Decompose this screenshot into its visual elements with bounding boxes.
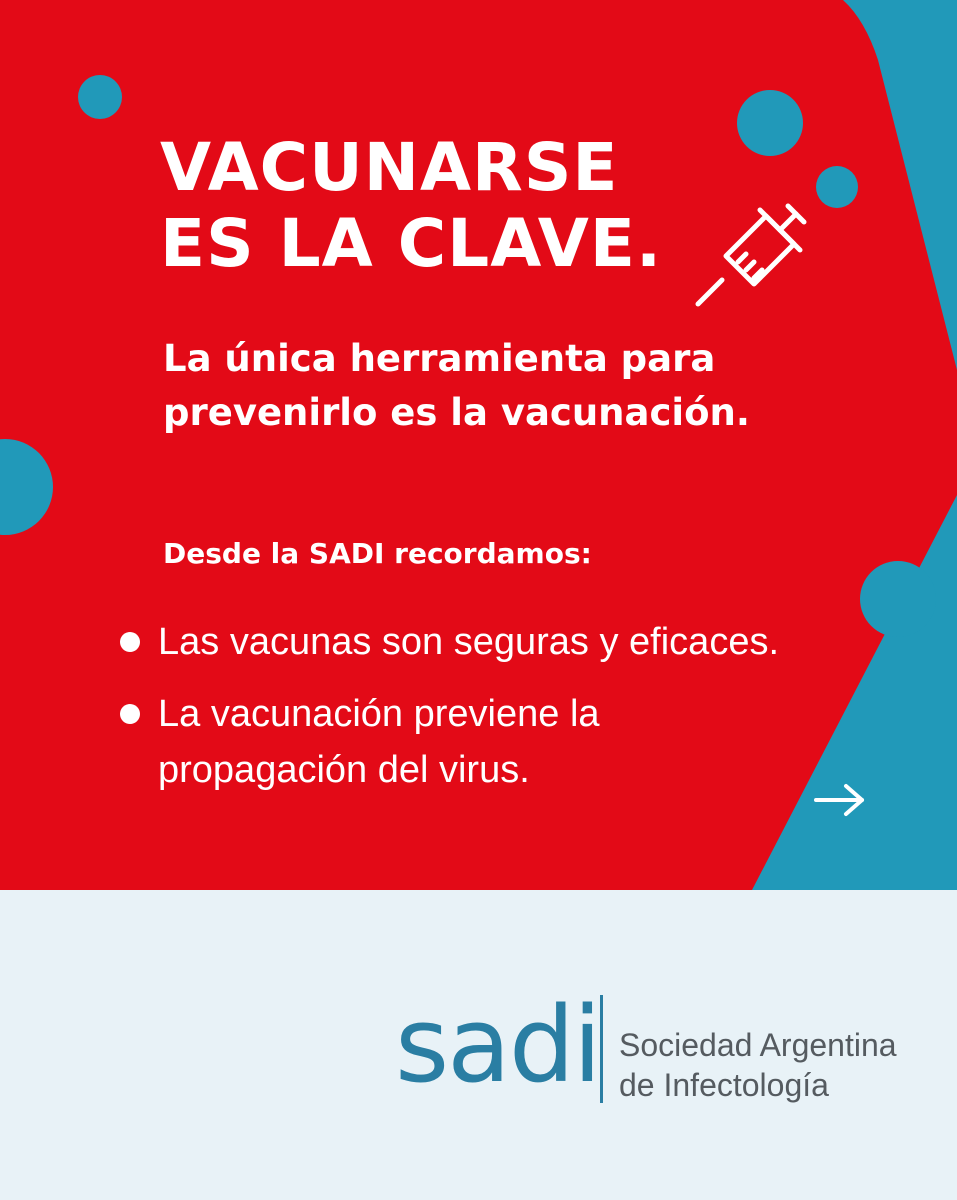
subheadline-line-2: prevenirlo es la vacunación. bbox=[163, 391, 750, 434]
bullet-item bbox=[120, 686, 779, 798]
decor-circle bbox=[860, 561, 936, 637]
logo-wordmark: sadi bbox=[395, 984, 600, 1106]
bullet-text-line: propagación del virus. bbox=[158, 749, 530, 791]
bullet-text-line: Las vacunas son seguras y eficaces. bbox=[158, 621, 780, 663]
subheadline bbox=[163, 332, 750, 440]
bullet-dot-icon bbox=[120, 704, 140, 724]
intro-text: Desde la SADI recordamos: bbox=[163, 537, 592, 570]
arrow-right-icon[interactable] bbox=[812, 780, 868, 820]
bullet-list bbox=[120, 614, 779, 814]
logo-name-line-1: Sociedad Argentina bbox=[619, 1027, 897, 1063]
logo-name-line-2: de Infectología bbox=[619, 1067, 829, 1103]
bullet-text-line: La vacunación previene la bbox=[158, 693, 600, 735]
decor-circle bbox=[78, 75, 122, 119]
logo-divider bbox=[600, 995, 603, 1103]
decor-circle bbox=[737, 90, 803, 156]
headline-line-1: VACUNARSE bbox=[160, 129, 619, 206]
bullet-text bbox=[158, 614, 779, 670]
subheadline-line-1: La única herramienta para bbox=[163, 337, 716, 380]
logo-organization-name bbox=[619, 1025, 897, 1105]
syringe-icon bbox=[690, 200, 810, 320]
headline-line-2: ES LA CLAVE. bbox=[160, 205, 663, 282]
bullet-dot-icon bbox=[120, 632, 140, 652]
headline bbox=[160, 130, 662, 282]
decor-circle bbox=[816, 166, 858, 208]
bullet-item bbox=[120, 614, 779, 670]
bullet-text bbox=[158, 686, 779, 798]
